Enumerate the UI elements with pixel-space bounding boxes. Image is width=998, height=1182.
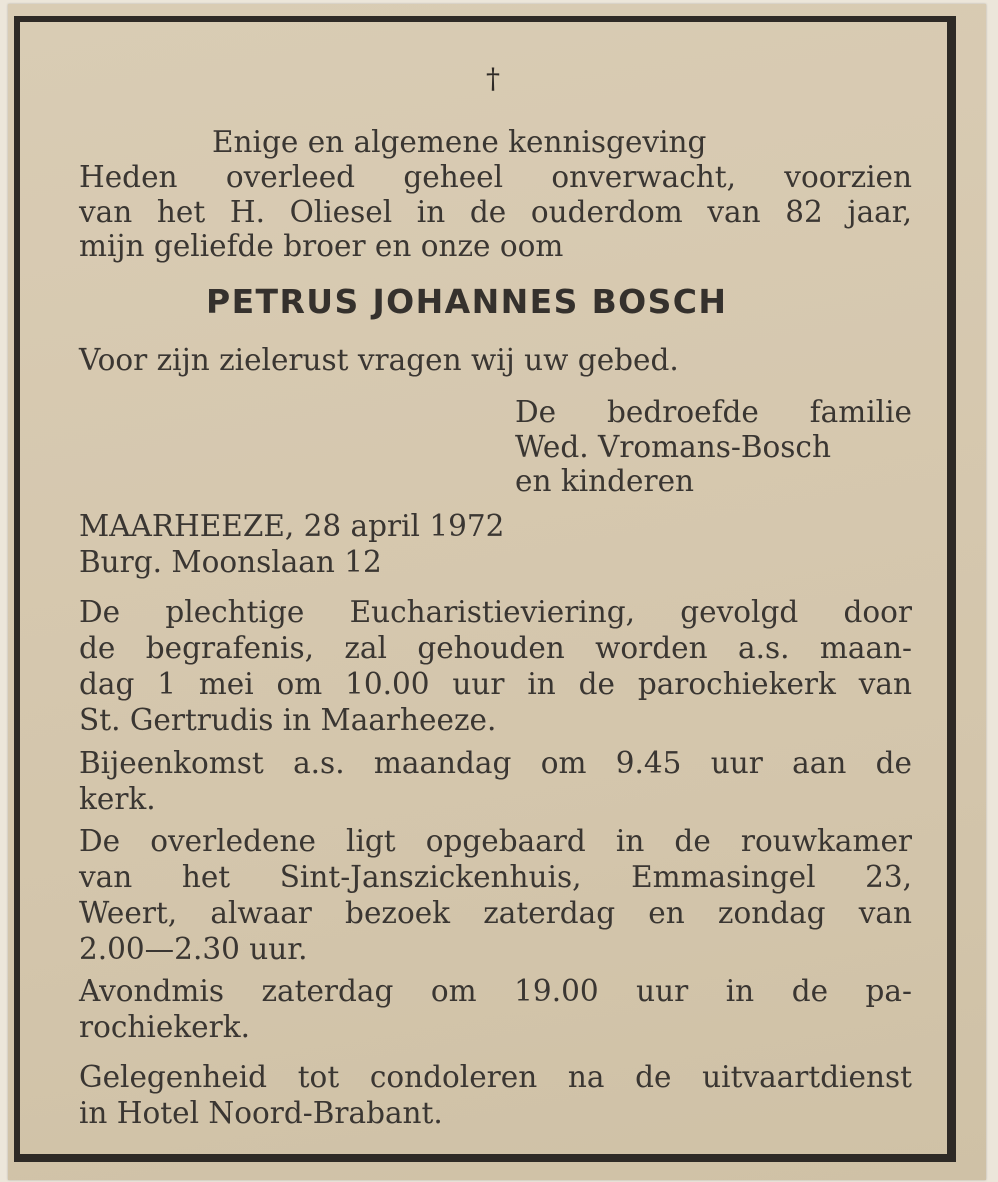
- mass-line: de begrafenis, zal gehouden worden a.s. maan-: [79, 631, 912, 665]
- family-line: De bedroefde familie: [515, 395, 912, 429]
- intro-line: mijn geliefde broer en onze oom: [79, 229, 564, 263]
- cross-icon: †: [486, 62, 500, 95]
- intro-line: van het H. Oliesel in de ouderdom van 82 jaar,: [79, 195, 912, 229]
- viewing-line: 2.00—2.30 uur.: [79, 932, 308, 966]
- place-date: MAARHEEZE, 28 april 1972: [79, 509, 505, 543]
- gathering-line: kerk.: [79, 782, 156, 816]
- viewing-line: van het Sint-Janszickenhuis, Emmasingel 23,: [79, 860, 912, 894]
- evening-mass-line: rochiekerk.: [79, 1010, 250, 1044]
- family-line: Wed. Vromans-Bosch: [515, 430, 831, 464]
- condolence-line: Gelegenheid tot condoleren na de uitvaartdienst: [79, 1060, 912, 1094]
- evening-mass-line: Avondmis zaterdag om 19.00 uur in de pa-: [79, 974, 912, 1008]
- intro-line: Heden overleed geheel onverwacht, voorzien: [79, 160, 912, 194]
- mass-line: De plechtige Eucharistieviering, gevolgd door: [79, 595, 912, 629]
- deceased-name: PETRUS JOHANNES BOSCH: [206, 282, 728, 321]
- viewing-line: De overledene ligt opgebaard in de rouwkamer: [79, 824, 912, 858]
- mass-line: dag 1 mei om 10.00 uur in de parochiekerk van: [79, 667, 912, 701]
- viewing-line: Weert, alwaar bezoek zaterdag en zondag van: [79, 896, 912, 930]
- address: Burg. Moonslaan 12: [79, 545, 382, 579]
- family-line: en kinderen: [515, 464, 695, 498]
- notice-heading: Enige en algemene kennisgeving: [212, 125, 707, 159]
- mass-line: St. Gertrudis in Maarheeze.: [79, 703, 497, 737]
- condolence-line: in Hotel Noord-Brabant.: [79, 1096, 443, 1130]
- prayer-request: Voor zijn zielerust vragen wij uw gebed.: [79, 343, 679, 377]
- gathering-line: Bijeenkomst a.s. maandag om 9.45 uur aan de: [79, 746, 912, 780]
